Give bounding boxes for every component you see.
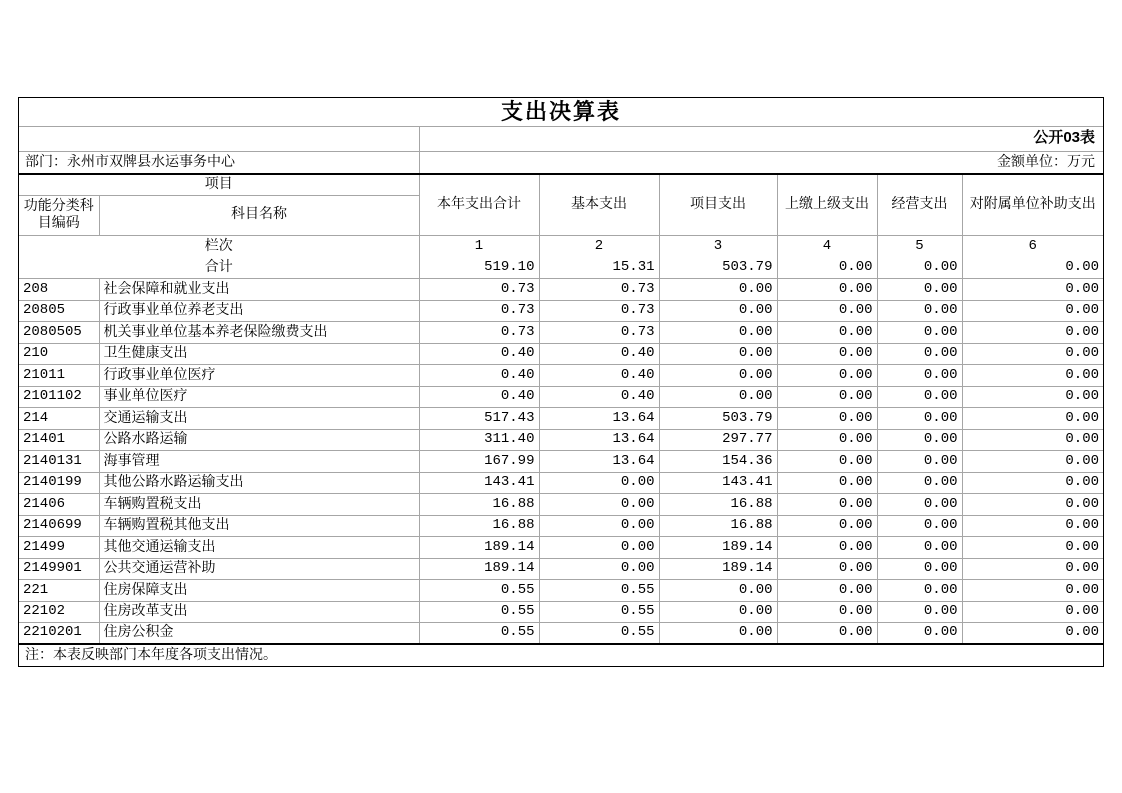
row-value: 0.00 — [962, 515, 1103, 537]
amount-unit: 金额单位：万元 — [419, 151, 1103, 174]
rank-number: 2 — [539, 235, 659, 257]
row-code: 2140699 — [19, 515, 99, 537]
row-value: 0.00 — [777, 472, 877, 494]
row-value: 154.36 — [659, 451, 777, 473]
row-subject-name: 交通运输支出 — [99, 408, 419, 430]
row-value: 0.00 — [962, 537, 1103, 559]
row-value: 0.00 — [877, 580, 962, 602]
row-value: 0.00 — [877, 322, 962, 344]
table-row — [19, 580, 1103, 602]
table-row — [19, 429, 1103, 451]
row-value: 0.00 — [659, 279, 777, 301]
total-value: 0.00 — [777, 257, 877, 279]
row-value: 0.40 — [419, 365, 539, 387]
row-value: 189.14 — [419, 558, 539, 580]
row-value: 0.00 — [777, 494, 877, 516]
row-subject-name: 机关事业单位基本养老保险缴费支出 — [99, 322, 419, 344]
row-subject-name: 住房改革支出 — [99, 601, 419, 623]
row-value: 0.00 — [777, 429, 877, 451]
column-header-subsidy: 对附属单位补助支出 — [962, 174, 1103, 235]
row-value: 0.00 — [777, 279, 877, 301]
row-subject-name: 公共交通运营补助 — [99, 558, 419, 580]
row-value: 503.79 — [659, 408, 777, 430]
row-value: 16.88 — [659, 494, 777, 516]
table-row — [19, 322, 1103, 344]
rank-number: 5 — [877, 235, 962, 257]
total-value: 503.79 — [659, 257, 777, 279]
header-name-label: 科目名称 — [99, 195, 419, 235]
row-value: 0.00 — [659, 386, 777, 408]
row-value: 0.00 — [962, 623, 1103, 645]
table-label: 公开03表 — [419, 126, 1103, 151]
header-project: 项目 — [19, 174, 419, 195]
page-title: 支出决算表 — [19, 98, 1103, 126]
row-value: 0.00 — [777, 322, 877, 344]
column-header-operating: 经营支出 — [877, 174, 962, 235]
row-value: 143.41 — [659, 472, 777, 494]
table-row — [19, 386, 1103, 408]
row-code: 2140199 — [19, 472, 99, 494]
row-value: 0.73 — [419, 279, 539, 301]
row-subject-name: 住房公积金 — [99, 623, 419, 645]
row-value: 16.88 — [419, 515, 539, 537]
row-subject-name: 社会保障和就业支出 — [99, 279, 419, 301]
row-value: 0.00 — [777, 601, 877, 623]
row-value: 13.64 — [539, 451, 659, 473]
column-header-upper-level: 上缴上级支出 — [777, 174, 877, 235]
row-value: 0.40 — [539, 386, 659, 408]
row-value: 0.00 — [539, 494, 659, 516]
row-value: 16.88 — [419, 494, 539, 516]
total-value: 0.00 — [877, 257, 962, 279]
table-row — [19, 558, 1103, 580]
row-subject-name: 行政事业单位养老支出 — [99, 300, 419, 322]
table-row — [19, 279, 1103, 301]
row-code: 221 — [19, 580, 99, 602]
row-value: 0.00 — [777, 386, 877, 408]
row-subject-name: 卫生健康支出 — [99, 343, 419, 365]
row-value: 0.00 — [777, 537, 877, 559]
rank-label: 栏次 — [19, 235, 419, 257]
row-value: 0.00 — [962, 429, 1103, 451]
row-value: 0.00 — [962, 494, 1103, 516]
row-value: 0.00 — [539, 537, 659, 559]
table-row — [19, 300, 1103, 322]
total-label: 合计 — [19, 257, 419, 279]
row-value: 0.40 — [539, 343, 659, 365]
table-row — [19, 343, 1103, 365]
row-value: 13.64 — [539, 408, 659, 430]
row-value: 0.00 — [539, 558, 659, 580]
row-value: 0.00 — [877, 494, 962, 516]
row-value: 0.00 — [877, 429, 962, 451]
row-code: 21401 — [19, 429, 99, 451]
row-value: 0.00 — [877, 408, 962, 430]
row-value: 189.14 — [659, 537, 777, 559]
row-value: 0.00 — [777, 515, 877, 537]
row-value: 0.00 — [877, 515, 962, 537]
row-code: 214 — [19, 408, 99, 430]
row-code: 22102 — [19, 601, 99, 623]
row-value: 0.00 — [777, 580, 877, 602]
row-value: 0.40 — [539, 365, 659, 387]
row-value: 0.00 — [659, 580, 777, 602]
row-value: 0.00 — [962, 322, 1103, 344]
row-value: 0.55 — [539, 580, 659, 602]
row-value: 0.00 — [777, 408, 877, 430]
header-project-row — [19, 174, 1103, 195]
table-row — [19, 537, 1103, 559]
row-code: 21406 — [19, 494, 99, 516]
expenditure-report-sheet — [18, 97, 1104, 667]
table-body — [19, 257, 1103, 644]
rank-number: 3 — [659, 235, 777, 257]
header-code-label: 功能分类科目编码 — [19, 195, 99, 235]
row-value: 0.00 — [539, 515, 659, 537]
total-row — [19, 257, 1103, 279]
row-value: 0.73 — [539, 300, 659, 322]
row-subject-name: 住房保障支出 — [99, 580, 419, 602]
table-row — [19, 515, 1103, 537]
table-row — [19, 601, 1103, 623]
meta-empty-cell — [19, 126, 419, 151]
row-value: 0.00 — [962, 300, 1103, 322]
row-value: 0.00 — [877, 601, 962, 623]
table-row — [19, 494, 1103, 516]
row-value: 297.77 — [659, 429, 777, 451]
row-value: 0.00 — [659, 343, 777, 365]
row-value: 0.00 — [877, 451, 962, 473]
row-value: 0.00 — [962, 386, 1103, 408]
column-header-basic: 基本支出 — [539, 174, 659, 235]
table-row — [19, 408, 1103, 430]
row-value: 0.55 — [419, 623, 539, 645]
row-value: 0.00 — [962, 279, 1103, 301]
total-value: 519.10 — [419, 257, 539, 279]
expenditure-table — [19, 98, 1103, 666]
row-code: 2210201 — [19, 623, 99, 645]
row-value: 0.00 — [777, 558, 877, 580]
row-value: 0.00 — [877, 343, 962, 365]
row-subject-name: 海事管理 — [99, 451, 419, 473]
row-value: 0.00 — [777, 365, 877, 387]
row-value: 0.00 — [539, 472, 659, 494]
row-value: 0.00 — [777, 343, 877, 365]
row-code: 2080505 — [19, 322, 99, 344]
row-value: 0.00 — [659, 322, 777, 344]
row-value: 0.00 — [777, 623, 877, 645]
row-value: 0.00 — [962, 558, 1103, 580]
row-value: 0.73 — [419, 300, 539, 322]
row-value: 0.55 — [419, 601, 539, 623]
row-value: 0.00 — [962, 343, 1103, 365]
row-value: 0.00 — [962, 451, 1103, 473]
row-subject-name: 其他公路水路运输支出 — [99, 472, 419, 494]
row-code: 2140131 — [19, 451, 99, 473]
row-value: 143.41 — [419, 472, 539, 494]
department-row — [19, 151, 1103, 174]
column-header-project-exp: 项目支出 — [659, 174, 777, 235]
row-value: 0.00 — [962, 365, 1103, 387]
row-code: 21499 — [19, 537, 99, 559]
row-code: 2149901 — [19, 558, 99, 580]
column-header-total: 本年支出合计 — [419, 174, 539, 235]
row-value: 0.00 — [777, 300, 877, 322]
table-row — [19, 623, 1103, 645]
row-value: 0.00 — [877, 537, 962, 559]
row-value: 0.73 — [539, 279, 659, 301]
row-subject-name: 公路水路运输 — [99, 429, 419, 451]
total-value: 15.31 — [539, 257, 659, 279]
row-value: 0.00 — [877, 300, 962, 322]
row-code: 20805 — [19, 300, 99, 322]
row-value: 0.00 — [877, 558, 962, 580]
row-subject-name: 行政事业单位医疗 — [99, 365, 419, 387]
row-value: 189.14 — [419, 537, 539, 559]
row-value: 311.40 — [419, 429, 539, 451]
note-row — [19, 644, 1103, 666]
rank-number: 6 — [962, 235, 1103, 257]
total-value: 0.00 — [962, 257, 1103, 279]
row-value: 0.40 — [419, 386, 539, 408]
table-note: 注：本表反映部门本年度各项支出情况。 — [25, 647, 277, 663]
row-subject-name: 车辆购置税支出 — [99, 494, 419, 516]
rank-number: 4 — [777, 235, 877, 257]
row-value: 0.00 — [877, 279, 962, 301]
title-row — [19, 98, 1103, 126]
row-value: 0.55 — [539, 623, 659, 645]
row-value: 167.99 — [419, 451, 539, 473]
row-value: 0.00 — [877, 386, 962, 408]
row-value: 0.00 — [659, 365, 777, 387]
row-value: 0.73 — [419, 322, 539, 344]
row-value: 13.64 — [539, 429, 659, 451]
row-value: 0.00 — [877, 623, 962, 645]
row-value: 0.00 — [777, 451, 877, 473]
row-value: 0.00 — [962, 472, 1103, 494]
row-value: 0.55 — [539, 601, 659, 623]
table-row — [19, 365, 1103, 387]
row-code: 210 — [19, 343, 99, 365]
row-value: 517.43 — [419, 408, 539, 430]
row-value: 0.00 — [962, 580, 1103, 602]
row-code: 208 — [19, 279, 99, 301]
rank-row — [19, 235, 1103, 257]
row-value: 0.00 — [659, 623, 777, 645]
department-name: 部门：永州市双牌县水运事务中心 — [19, 151, 419, 174]
table-row — [19, 472, 1103, 494]
row-value: 0.55 — [419, 580, 539, 602]
row-value: 189.14 — [659, 558, 777, 580]
row-value: 16.88 — [659, 515, 777, 537]
row-value: 0.00 — [877, 472, 962, 494]
table-row — [19, 451, 1103, 473]
row-value: 0.73 — [539, 322, 659, 344]
table-label-row — [19, 126, 1103, 151]
row-subject-name: 事业单位医疗 — [99, 386, 419, 408]
row-value: 0.00 — [877, 365, 962, 387]
row-subject-name: 其他交通运输支出 — [99, 537, 419, 559]
rank-number: 1 — [419, 235, 539, 257]
row-value: 0.00 — [659, 300, 777, 322]
row-value: 0.00 — [962, 601, 1103, 623]
row-value: 0.00 — [962, 408, 1103, 430]
row-subject-name: 车辆购置税其他支出 — [99, 515, 419, 537]
row-code: 21011 — [19, 365, 99, 387]
row-value: 0.40 — [419, 343, 539, 365]
row-value: 0.00 — [659, 601, 777, 623]
row-code: 2101102 — [19, 386, 99, 408]
